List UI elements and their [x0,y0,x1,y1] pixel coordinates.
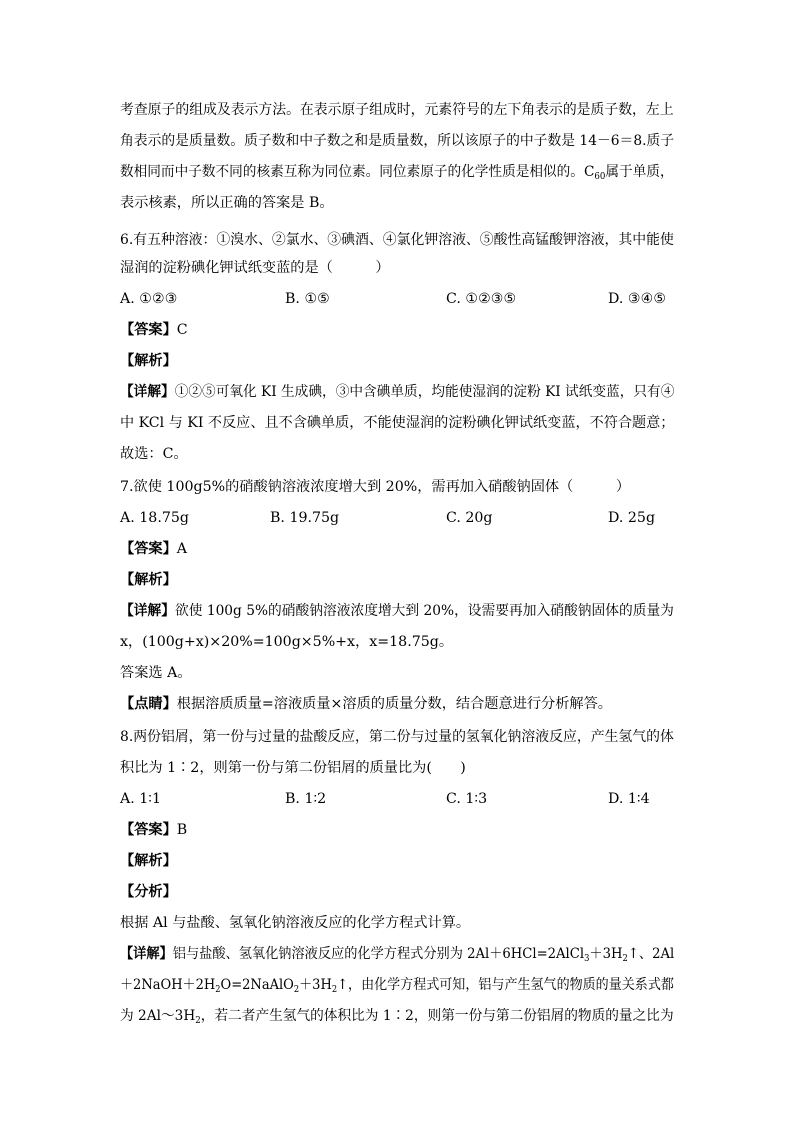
intro-line-2: 角表示的是质量数。质子数和中子数之和是质量数，所以该原子的中子数是 14－6＝8.质子 [120,133,675,149]
q8-stem-line-2: 积比为 1∶2，则第一份与第二份铝屑的质量比为( ) [120,760,466,776]
q7-option-a: A. 18.75g [120,510,189,526]
q7-stem: 7.欲使 100g5%的硝酸钠溶液浓度增大到 20%，需再加入硝酸钠固体（ ） [120,479,631,495]
q8-detail-line-3: 为 $2Al\sim 3H_2$，若二者产生氢气的体积比为 1∶2，则第一份与第二份铝屑的物质的量之比为 [120,1008,674,1026]
q6-stem-line-2: 湿润的淀粉碘化钾试纸变蓝的是（ ） [120,260,390,276]
q8-fenxi-heading: 【分析】 [120,884,177,900]
q7-analysis-heading: 【解析】 [120,572,177,588]
q6-option-c: C. ①②③⑤ [446,291,517,307]
q7-key-point: 【点睛】根据溶质质量=溶液质量×溶质的质量分数，结合题意进行分析解答。 [120,696,612,712]
q8-option-a: A. 1∶1 [120,791,162,807]
q7-option-d: D. 25g [608,510,656,526]
q6-option-a: A. ①②③ [120,291,178,307]
q8-analysis-heading: 【解析】 [120,853,177,869]
q6-answer: 【答案】C [120,322,188,338]
intro-line-1: 考查原子的组成及表示方法。在表示原子组成时，元素符号的左下角表示的是质子数，左上 [120,102,674,118]
q8-option-d: D. 1∶4 [608,791,650,807]
q8-detail-line-2: $+2NaOH+2H_2O=2NaAlO_2+3H_2↑$，由化学方程式可知，铝与产生氢气的物质的量关系式都 [120,977,674,995]
q8-option-c: C. 1∶3 [446,791,488,807]
q8-fenxi-text: 根据 Al 与盐酸、氢氧化钠溶液反应的化学方程式计算。 [120,915,471,931]
q6-detail-line-1: 【详解】①②⑤可氧化 KI 生成碘，③中含碘单质，均能使湿润的淀粉 KI 试纸变蓝，只有④ [120,384,675,400]
q7-detail-line-3: 答案选 A。 [120,665,192,681]
q7-answer: 【答案】A [120,541,188,557]
q6-detail-line-2: 中 KCl 与 KI 不反应、且不含碘单质，不能使湿润的淀粉碘化钾试纸变蓝，不符合题意； [120,415,675,431]
q6-analysis-heading: 【解析】 [120,353,177,369]
q6-stem-line-1: 6.有五种溶液：①溴水、②氯水、③碘酒、④氯化钾溶液、⑤酸性高锰酸钾溶液，其中能使 [120,232,674,248]
q8-option-b: B. 1∶2 [285,791,327,807]
q6-option-b: B. ①⑤ [285,291,330,307]
q7-detail-line-2: x，(100g+x)×20%=100g×5%+x，x=18.75g。 [120,634,454,650]
q6-detail-line-3: 故选：C。 [120,446,188,462]
q7-option-c: C. 20g [446,510,493,526]
intro-line-3: 数相同而中子数不同的核素互称为同位素。同位素原子的化学性质是相似的。$C_{60}$属于单质， [120,164,674,182]
q7-detail-line-1: 【详解】欲使 100g 5%的硝酸钠溶液浓度增大到 20%，设需要再加入硝酸钠固体的质量为 [120,603,674,619]
q8-detail-line-1: 【详解】铝与盐酸、氢氧化钠溶液反应的化学方程式分别为 $2Al+6HCl=2AlCl_3+3H_2↑$、2Al [120,946,675,964]
q7-option-b: B. 19.75g [270,510,340,526]
q8-answer: 【答案】B [120,822,188,838]
q6-option-d: D. ③④⑤ [608,291,667,307]
q8-stem-line-1: 8.两份铝屑，第一份与过量的盐酸反应，第二份与过量的氢氧化钠溶液反应，产生氢气的体 [120,729,674,745]
intro-line-4: 表示核素，所以正确的答案是 B。 [120,195,334,211]
